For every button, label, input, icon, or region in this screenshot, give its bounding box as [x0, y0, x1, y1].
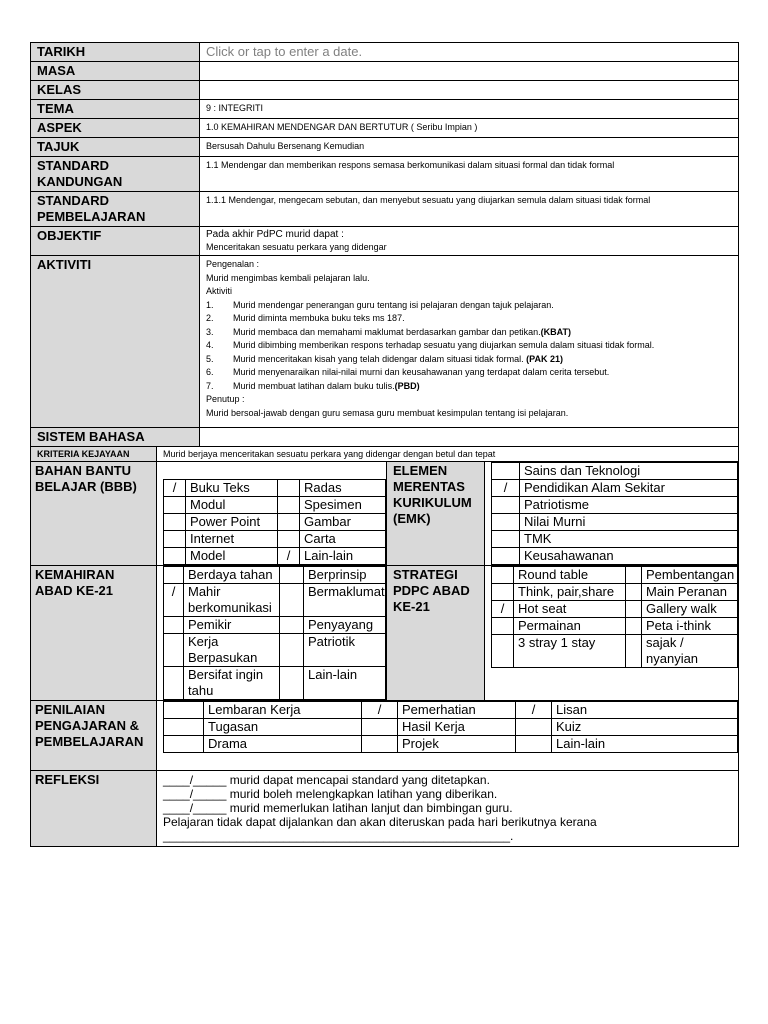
list-item: 3. Murid membaca dan memahami maklumat berdasarkan gambar dan petikan.(KBAT)	[206, 326, 571, 337]
option-label: Think, pair,share	[514, 584, 626, 601]
checkbox[interactable]: /	[362, 702, 398, 719]
checkbox[interactable]	[280, 584, 304, 617]
masa-field[interactable]	[200, 62, 739, 81]
strategi-label: STRATEGI PDPC ABAD KE-21	[387, 566, 485, 701]
bbb-options	[163, 479, 386, 565]
checkbox[interactable]	[278, 497, 300, 514]
option-label: Keusahawanan	[520, 548, 738, 565]
aktiviti-label: AKTIVITI	[31, 256, 200, 428]
checkbox[interactable]	[164, 634, 184, 667]
option-label: Patriotisme	[520, 497, 738, 514]
checkbox[interactable]	[626, 635, 642, 668]
checkbox[interactable]	[362, 736, 398, 753]
kemahiran-options	[163, 566, 386, 700]
list-item: 6. Murid menyenaraikan nilai-nilai murni dan keusahawanan yang terdapat dalam cerita tersebut.	[206, 367, 610, 377]
option-label: Lain-lain	[552, 736, 738, 753]
option-label: 3 stray 1 stay	[514, 635, 626, 668]
option-label: Lembaran Kerja	[204, 702, 362, 719]
checkbox[interactable]	[516, 719, 552, 736]
checkbox[interactable]: /	[516, 702, 552, 719]
refleksi-value	[157, 771, 739, 847]
option-label: sajak / nyanyian	[642, 635, 738, 668]
checkbox[interactable]	[280, 617, 304, 634]
refleksi-label: REFLEKSI	[31, 771, 157, 847]
checkbox[interactable]	[492, 635, 514, 668]
objektif-line: Menceritakan sesuatu perkara yang didengar	[206, 242, 387, 252]
standard-kandungan-label: STANDARD KANDUNGAN	[31, 157, 200, 192]
option-label: Sains dan Teknologi	[520, 463, 738, 480]
penutup-text: Murid bersoal-jawab dengan guru semasa guru membuat kesimpulan tentang isi pelajaran.	[206, 407, 569, 418]
checkbox[interactable]	[164, 667, 184, 700]
checkbox[interactable]	[626, 584, 642, 601]
list-item: 7. Murid membuat latihan dalam buku tulis.(PBD)	[206, 380, 420, 391]
option-label: Peta i-think	[642, 618, 738, 635]
refleksi-line: ____/_____ murid memerlukan latihan lanjut dan bimbingan guru.	[163, 801, 513, 815]
checkbox[interactable]: /	[164, 480, 186, 497]
refleksi-line: ____/_____ murid boleh melengkapkan latihan yang diberikan.	[163, 787, 498, 801]
checkbox[interactable]	[278, 480, 300, 497]
checkbox[interactable]	[492, 463, 520, 480]
standard-kandungan-value: 1.1 Mendengar dan memberikan respons semasa berkomunikasi dalam situasi formal dan tidak formal	[200, 157, 739, 192]
checkbox[interactable]	[280, 667, 304, 700]
aktiviti-value	[200, 256, 739, 428]
option-label: Main Peranan	[642, 584, 738, 601]
kriteria-label: KRITERIA KEJAYAAN	[31, 447, 157, 462]
checkbox[interactable]	[164, 719, 204, 736]
bbb-label: BAHAN BANTU BELAJAR (BBB)	[31, 462, 157, 566]
objektif-value	[200, 227, 739, 256]
tema-label: TEMA	[31, 100, 200, 119]
checkbox[interactable]	[164, 702, 204, 719]
kelas-label: KELAS	[31, 81, 200, 100]
option-label: Lain-lain	[300, 548, 386, 565]
checkbox[interactable]	[164, 567, 184, 584]
checkbox[interactable]: /	[164, 584, 184, 617]
lower-table	[30, 446, 739, 847]
refleksi-line: ____/_____ murid dapat mencapai standard yang ditetapkan.	[163, 773, 490, 787]
checkbox[interactable]	[278, 531, 300, 548]
checkbox[interactable]	[492, 514, 520, 531]
checkbox[interactable]	[362, 719, 398, 736]
option-label: Berdaya tahan	[184, 567, 280, 584]
option-label: Carta	[300, 531, 386, 548]
sistem-bahasa-label: SISTEM BAHASA	[31, 428, 200, 447]
masa-label: MASA	[31, 62, 200, 81]
checkbox[interactable]: /	[492, 480, 520, 497]
option-label: Bermaklumat	[304, 584, 386, 617]
option-label: Patriotik	[304, 634, 386, 667]
checkbox[interactable]	[164, 736, 204, 753]
pengenalan-label: Pengenalan :	[206, 259, 260, 269]
penilaian-options	[163, 701, 738, 753]
checkbox[interactable]	[492, 584, 514, 601]
option-label: Tugasan	[204, 719, 362, 736]
list-item: 5. Murid menceritakan kisah yang telah didengar dalam situasi tidak formal. (PAK 21)	[206, 353, 563, 364]
option-label: Buku Teks	[186, 480, 278, 497]
option-label: Pemikir	[184, 617, 280, 634]
checkbox[interactable]	[516, 736, 552, 753]
option-label: Pendidikan Alam Sekitar	[520, 480, 738, 497]
option-label: Pemerhatian	[398, 702, 516, 719]
checkbox[interactable]	[626, 618, 642, 635]
option-label: Permainan	[514, 618, 626, 635]
date-picker-field[interactable]: Click or tap to enter a date.	[206, 44, 363, 59]
option-label: TMK	[520, 531, 738, 548]
checkbox[interactable]: /	[278, 548, 300, 565]
standard-pembelajaran-label: STANDARD PEMBELAJARAN	[31, 192, 200, 227]
checkbox[interactable]	[492, 548, 520, 565]
refleksi-line: ____________________________________________________.	[163, 829, 514, 843]
checkbox[interactable]	[492, 567, 514, 584]
option-label: Lain-lain	[304, 667, 386, 700]
standard-pembelajaran-value: 1.1.1 Mendengar, mengecam sebutan, dan menyebut sesuatu yang diujarkan semula dalam situasi tidak formal	[200, 192, 739, 227]
option-label: Lisan	[552, 702, 738, 719]
pengenalan-text: Murid mengimbas kembali pelajaran lalu.	[206, 272, 370, 283]
emk-label: ELEMEN MERENTAS KURIKULUM (EMK)	[387, 462, 485, 566]
tajuk-label: TAJUK	[31, 138, 200, 157]
checkbox[interactable]	[164, 617, 184, 634]
checkbox[interactable]	[164, 531, 186, 548]
strategi-options	[491, 566, 738, 668]
lesson-plan-form	[30, 42, 738, 847]
checkbox[interactable]	[492, 531, 520, 548]
option-label: Bersifat ingin tahu	[184, 667, 280, 700]
option-label: Projek	[398, 736, 516, 753]
kelas-field[interactable]	[200, 81, 739, 100]
checkbox[interactable]	[626, 601, 642, 618]
option-label: Penyayang	[304, 617, 386, 634]
list-item: 1. Murid mendengar penerangan guru tentang isi pelajaran dengan tajuk pelajaran.	[206, 299, 554, 310]
list-item: 4. Murid dibimbing memberikan respons terhadap sesuatu yang diujarkan semula dalam situasi tidak formal.	[206, 340, 655, 350]
refleksi-line: Pelajaran tidak dapat dijalankan dan akan diteruskan pada hari berikutnya kerana	[163, 815, 597, 829]
option-label: Gallery walk	[642, 601, 738, 618]
activity-steps	[206, 299, 732, 394]
tema-value: 9 : INTEGRITI	[200, 100, 739, 119]
checkbox[interactable]	[164, 548, 186, 565]
aspek-label: ASPEK	[31, 119, 200, 138]
tajuk-value: Bersusah Dahulu Bersenang Kemudian	[200, 138, 739, 157]
objektif-intro: Pada akhir PdPC murid dapat :	[206, 229, 344, 240]
checkbox[interactable]	[492, 618, 514, 635]
header-table	[30, 42, 739, 447]
option-label: Hot seat	[514, 601, 626, 618]
checkbox[interactable]: /	[492, 601, 514, 618]
checkbox[interactable]	[280, 567, 304, 584]
option-label: Pembentangan	[642, 567, 738, 584]
option-label: Power Point	[186, 514, 278, 531]
checkbox[interactable]	[626, 567, 642, 584]
option-label: Hasil Kerja	[398, 719, 516, 736]
option-label: Kuiz	[552, 719, 738, 736]
option-label: Mahir berkomunikasi	[184, 584, 280, 617]
penilaian-label: PENILAIAN PENGAJARAN & PEMBELAJARAN	[31, 701, 157, 771]
emk-options	[491, 462, 738, 565]
sistem-bahasa-field[interactable]	[200, 428, 739, 447]
tarikh-label: TARIKH	[31, 43, 200, 62]
penutup-label: Penutup :	[206, 394, 245, 404]
checkbox[interactable]	[278, 514, 300, 531]
option-label: Round table	[514, 567, 626, 584]
option-label: Radas	[300, 480, 386, 497]
option-label: Kerja Berpasukan	[184, 634, 280, 667]
option-label: Drama	[204, 736, 362, 753]
option-label: Model	[186, 548, 278, 565]
option-label: Gambar	[300, 514, 386, 531]
checkbox[interactable]	[164, 497, 186, 514]
option-label: Internet	[186, 531, 278, 548]
checkbox[interactable]	[280, 634, 304, 667]
checkbox[interactable]	[492, 497, 520, 514]
checkbox[interactable]	[164, 514, 186, 531]
option-label: Spesimen	[300, 497, 386, 514]
list-item: 2. Murid diminta membuka buku teks ms 187.	[206, 313, 405, 323]
objektif-label: OBJEKTIF	[31, 227, 200, 256]
option-label: Nilai Murni	[520, 514, 738, 531]
option-label: Berprinsip	[304, 567, 386, 584]
aktiviti-subheading: Aktiviti	[206, 286, 233, 296]
kriteria-value: Murid berjaya menceritakan sesuatu perkara yang didengar dengan betul dan tepat	[157, 447, 739, 462]
kemahiran-label: KEMAHIRAN ABAD KE-21	[31, 566, 157, 701]
option-label: Modul	[186, 497, 278, 514]
aspek-value: 1.0 KEMAHIRAN MENDENGAR DAN BERTUTUR ( Seribu Impian )	[200, 119, 739, 138]
